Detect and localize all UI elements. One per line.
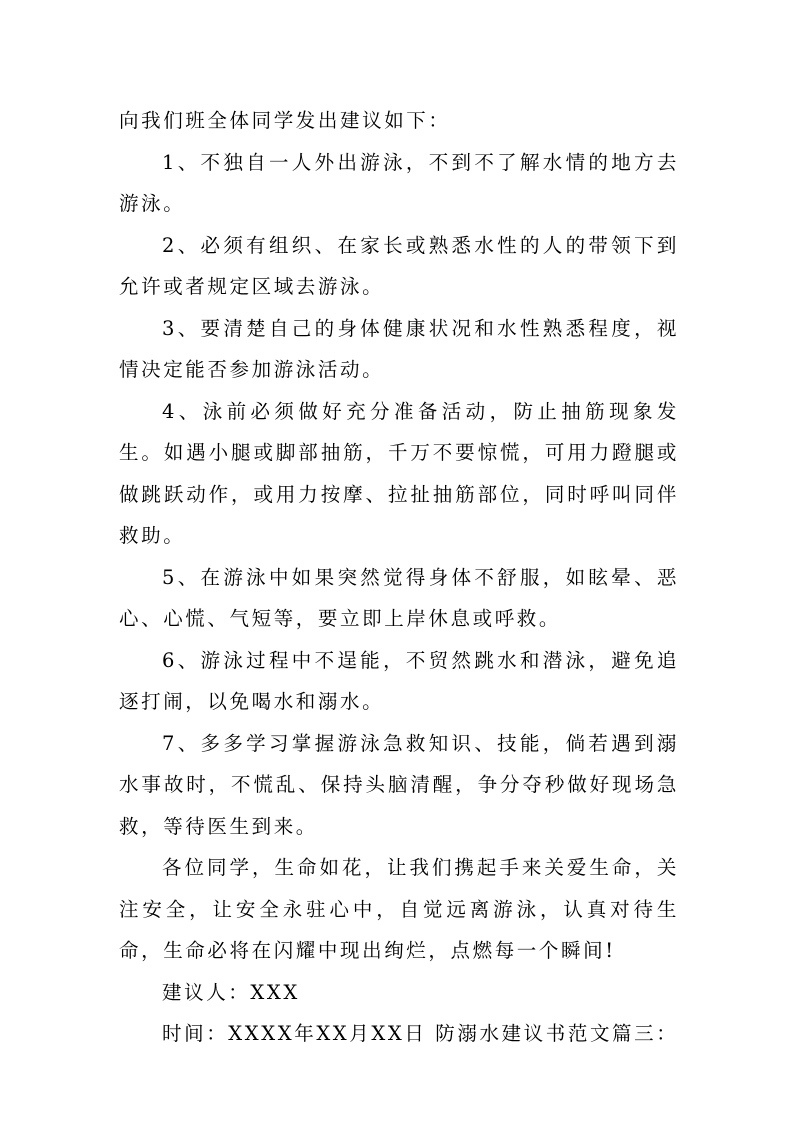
document-body <box>119 100 679 1055</box>
intro-paragraph: 向我们班全体同学发出建议如下： <box>119 109 451 132</box>
suggestion-item-2: 2、必须有组织、在家长或熟悉水性的人的带领下到允许或者规定区域去游泳。 <box>119 233 679 298</box>
suggestion-item-3: 3、要清楚自己的身体健康状况和水性熟悉程度，视情决定能否参加游泳活动。 <box>119 316 679 381</box>
suggestion-item-6: 6、游泳过程中不逞能，不贸然跳水和潜泳，避免追逐打闹，以免喝水和溺水。 <box>119 648 679 713</box>
signer-line: 建议人：XXX <box>162 980 300 1004</box>
suggestion-item-5: 5、在游泳中如果突然觉得身体不舒服，如眩晕、恶心、心慌、气短等，要立即上岸休息或呼救。 <box>119 565 679 630</box>
suggestion-item-4: 4、泳前必须做好充分准备活动，防止抽筋现象发生。如遇小腿或脚部抽筋，千万不要惊慌，可用力蹬腿或做跳跃动作，或用力按摩、拉扯抽筋部位，同时呼叫同伴救助。 <box>119 399 679 547</box>
suggestion-item-1: 1、不独自一人外出游泳，不到不了解水情的地方去游泳。 <box>119 150 679 215</box>
closing-paragraph: 各位同学，生命如花，让我们携起手来关爱生命，关注安全，让安全永驻心中，自觉远离游泳，认真对待生命，生命必将在闪耀中现出绚烂，点燃每一个瞬间! <box>119 856 679 962</box>
suggestion-item-7: 7、多多学习掌握游泳急救知识、技能，倘若遇到溺水事故时，不慌乱、保持头脑清醒，争分夺秒做好现场急救，等待医生到来。 <box>119 731 679 838</box>
date-line: 时间：XXXX年XX月XX日 防溺水建议书范文篇三： <box>162 1022 679 1045</box>
